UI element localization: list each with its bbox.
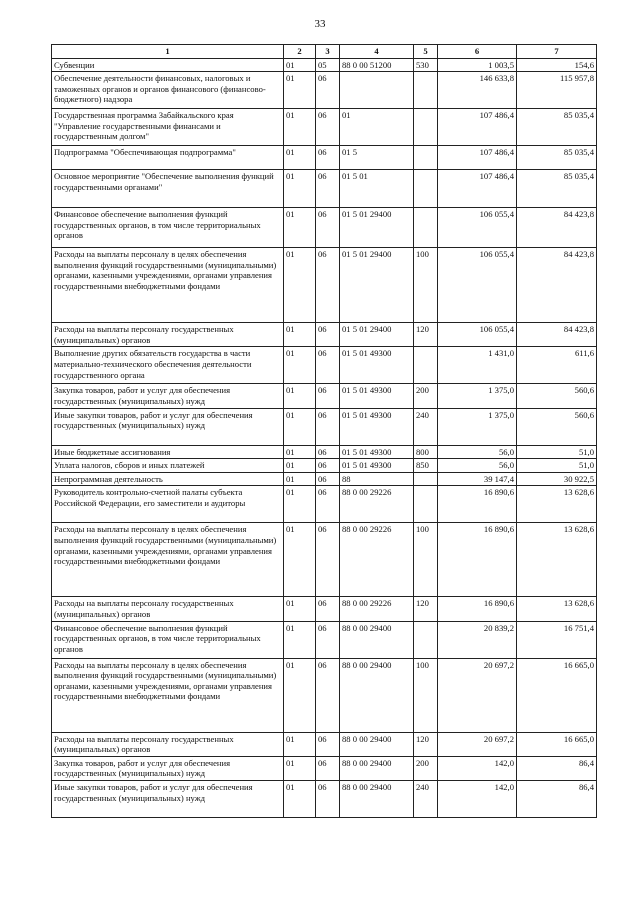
expense-type-code: 240 — [414, 780, 438, 817]
table-row — [52, 323, 597, 347]
row-name: Непрограммная деятельность — [52, 472, 284, 486]
column-header: 3 — [316, 45, 340, 59]
section-code: 01 — [284, 732, 316, 756]
column-header: 1 — [52, 45, 284, 59]
table-row — [52, 658, 597, 732]
subsection-code: 06 — [316, 486, 340, 523]
section-code: 01 — [284, 72, 316, 109]
subsection-code: 06 — [316, 146, 340, 170]
amount-year-2: 51,0 — [517, 445, 597, 459]
target-article-code: 01 5 — [340, 146, 414, 170]
amount-year-1: 20 839,2 — [438, 621, 517, 658]
row-name: Субвенции — [52, 58, 284, 72]
expense-type-code: 240 — [414, 408, 438, 445]
amount-year-2: 84 423,8 — [517, 248, 597, 323]
amount-year-2: 13 628,6 — [517, 486, 597, 523]
subsection-code: 06 — [316, 384, 340, 408]
amount-year-2: 16 751,4 — [517, 621, 597, 658]
expense-type-code — [414, 347, 438, 384]
subsection-code: 06 — [316, 780, 340, 817]
subsection-code: 06 — [316, 472, 340, 486]
row-name: Руководитель контрольно-счетной палаты субъекта Российской Федерации, его заместители и аудиторы — [52, 486, 284, 523]
row-name: Обеспечение деятельности финансовых, налоговых и таможенных органов и органов финансового (финансово-бюджетного) надзора — [52, 72, 284, 109]
subsection-code: 06 — [316, 445, 340, 459]
table-row — [52, 248, 597, 323]
amount-year-1: 1 375,0 — [438, 384, 517, 408]
amount-year-2: 115 957,8 — [517, 72, 597, 109]
column-header: 7 — [517, 45, 597, 59]
row-name: Расходы на выплаты персоналу государственных (муниципальных) органов — [52, 323, 284, 347]
target-article-code: 01 5 01 49300 — [340, 347, 414, 384]
subsection-code: 06 — [316, 72, 340, 109]
table-row — [52, 347, 597, 384]
amount-year-2: 85 035,4 — [517, 109, 597, 146]
section-code: 01 — [284, 384, 316, 408]
amount-year-1: 1 431,0 — [438, 347, 517, 384]
amount-year-1: 20 697,2 — [438, 658, 517, 732]
subsection-code: 06 — [316, 323, 340, 347]
subsection-code: 06 — [316, 109, 340, 146]
row-name: Расходы на выплаты персоналу государственных (муниципальных) органов — [52, 732, 284, 756]
expense-type-code — [414, 472, 438, 486]
amount-year-2: 85 035,4 — [517, 170, 597, 208]
target-article-code: 01 5 01 49300 — [340, 445, 414, 459]
section-code: 01 — [284, 472, 316, 486]
table-row — [52, 459, 597, 473]
subsection-code: 06 — [316, 408, 340, 445]
row-name: Финансовое обеспечение выполнения функций государственных органов, в том числе территориальных органов — [52, 208, 284, 248]
subsection-code: 06 — [316, 523, 340, 597]
table-header-row — [52, 45, 597, 59]
amount-year-2: 16 665,0 — [517, 732, 597, 756]
expense-type-code: 200 — [414, 384, 438, 408]
subsection-code: 06 — [316, 248, 340, 323]
amount-year-1: 16 890,6 — [438, 523, 517, 597]
subsection-code: 06 — [316, 459, 340, 473]
amount-year-2: 560,6 — [517, 384, 597, 408]
subsection-code: 06 — [316, 732, 340, 756]
expense-type-code: 530 — [414, 58, 438, 72]
amount-year-2: 611,6 — [517, 347, 597, 384]
row-name: Уплата налогов, сборов и иных платежей — [52, 459, 284, 473]
amount-year-1: 39 147,4 — [438, 472, 517, 486]
table-row — [52, 621, 597, 658]
section-code: 01 — [284, 208, 316, 248]
target-article-code: 88 0 00 29400 — [340, 732, 414, 756]
target-article-code: 88 0 00 29400 — [340, 780, 414, 817]
table-row — [52, 109, 597, 146]
table-row — [52, 486, 597, 523]
amount-year-1: 56,0 — [438, 459, 517, 473]
section-code: 01 — [284, 486, 316, 523]
table-row — [52, 445, 597, 459]
table-row — [52, 523, 597, 597]
section-code: 01 — [284, 459, 316, 473]
section-code: 01 — [284, 58, 316, 72]
section-code: 01 — [284, 523, 316, 597]
section-code: 01 — [284, 323, 316, 347]
subsection-code: 06 — [316, 597, 340, 621]
row-name: Закупка товаров, работ и услуг для обеспечения государственных (муниципальных) нужд — [52, 384, 284, 408]
subsection-code: 05 — [316, 58, 340, 72]
target-article-code: 88 0 00 29226 — [340, 486, 414, 523]
expense-type-code: 120 — [414, 732, 438, 756]
target-article-code: 01 5 01 29400 — [340, 323, 414, 347]
column-header: 4 — [340, 45, 414, 59]
amount-year-1: 56,0 — [438, 445, 517, 459]
row-name: Закупка товаров, работ и услуг для обеспечения государственных (муниципальных) нужд — [52, 756, 284, 780]
row-name: Выполнение других обязательств государства в части материально-технического обеспечения деятельности государственного органа — [52, 347, 284, 384]
expense-type-code — [414, 109, 438, 146]
amount-year-1: 1 375,0 — [438, 408, 517, 445]
section-code: 01 — [284, 109, 316, 146]
amount-year-2: 86,4 — [517, 756, 597, 780]
section-code: 01 — [284, 780, 316, 817]
target-article-code: 88 0 00 29226 — [340, 523, 414, 597]
section-code: 01 — [284, 597, 316, 621]
subsection-code: 06 — [316, 756, 340, 780]
amount-year-1: 1 003,5 — [438, 58, 517, 72]
target-article-code: 88 0 00 29400 — [340, 621, 414, 658]
table-body — [52, 58, 597, 817]
subsection-code: 06 — [316, 208, 340, 248]
section-code: 01 — [284, 146, 316, 170]
section-code: 01 — [284, 756, 316, 780]
table-row — [52, 756, 597, 780]
table-row — [52, 170, 597, 208]
section-code: 01 — [284, 658, 316, 732]
amount-year-2: 16 665,0 — [517, 658, 597, 732]
target-article-code — [340, 72, 414, 109]
column-header: 5 — [414, 45, 438, 59]
target-article-code: 88 0 00 29400 — [340, 658, 414, 732]
expense-type-code: 120 — [414, 597, 438, 621]
expense-type-code: 100 — [414, 658, 438, 732]
target-article-code: 01 5 01 49300 — [340, 384, 414, 408]
expense-type-code: 120 — [414, 323, 438, 347]
amount-year-2: 13 628,6 — [517, 523, 597, 597]
target-article-code: 01 5 01 — [340, 170, 414, 208]
section-code: 01 — [284, 408, 316, 445]
expense-type-code — [414, 486, 438, 523]
target-article-code: 01 5 01 49300 — [340, 459, 414, 473]
expense-type-code — [414, 146, 438, 170]
amount-year-1: 142,0 — [438, 780, 517, 817]
table-row — [52, 384, 597, 408]
amount-year-2: 560,6 — [517, 408, 597, 445]
budget-table — [51, 44, 597, 818]
table-row — [52, 72, 597, 109]
target-article-code: 88 0 00 29400 — [340, 756, 414, 780]
amount-year-2: 86,4 — [517, 780, 597, 817]
section-code: 01 — [284, 248, 316, 323]
table-row — [52, 780, 597, 817]
amount-year-2: 84 423,8 — [517, 323, 597, 347]
row-name: Подпрограмма "Обеспечивающая подпрограмма" — [52, 146, 284, 170]
amount-year-1: 146 633,8 — [438, 72, 517, 109]
column-header: 2 — [284, 45, 316, 59]
expense-type-code — [414, 208, 438, 248]
amount-year-1: 107 486,4 — [438, 170, 517, 208]
row-name: Расходы на выплаты персоналу государственных (муниципальных) органов — [52, 597, 284, 621]
target-article-code: 88 — [340, 472, 414, 486]
amount-year-1: 106 055,4 — [438, 208, 517, 248]
column-header: 6 — [438, 45, 517, 59]
target-article-code: 01 — [340, 109, 414, 146]
amount-year-2: 154,6 — [517, 58, 597, 72]
amount-year-1: 16 890,6 — [438, 486, 517, 523]
amount-year-1: 106 055,4 — [438, 248, 517, 323]
row-name: Основное мероприятие "Обеспечение выполнения функций государственными органами" — [52, 170, 284, 208]
target-article-code: 01 5 01 29400 — [340, 208, 414, 248]
row-name: Иные закупки товаров, работ и услуг для обеспечения государственных (муниципальных) нужд — [52, 780, 284, 817]
target-article-code: 88 0 00 51200 — [340, 58, 414, 72]
amount-year-1: 106 055,4 — [438, 323, 517, 347]
page-number: 33 — [314, 18, 326, 30]
section-code: 01 — [284, 445, 316, 459]
target-article-code: 01 5 01 29400 — [340, 248, 414, 323]
table-row — [52, 146, 597, 170]
row-name: Иные закупки товаров, работ и услуг для обеспечения государственных (муниципальных) нужд — [52, 408, 284, 445]
subsection-code: 06 — [316, 347, 340, 384]
row-name: Расходы на выплаты персоналу в целях обеспечения выполнения функций государственными (муниципальными) органами, казенными учреждениями, органами управления государственными внебюджетными фондами — [52, 658, 284, 732]
amount-year-1: 107 486,4 — [438, 146, 517, 170]
section-code: 01 — [284, 347, 316, 384]
expense-type-code: 800 — [414, 445, 438, 459]
expense-type-code — [414, 621, 438, 658]
expense-type-code — [414, 170, 438, 208]
row-name: Государственная программа Забайкальского края "Управление государственными финансами и государственным долгом" — [52, 109, 284, 146]
amount-year-1: 142,0 — [438, 756, 517, 780]
table-row — [52, 472, 597, 486]
table-row — [52, 597, 597, 621]
amount-year-1: 16 890,6 — [438, 597, 517, 621]
row-name: Расходы на выплаты персоналу в целях обеспечения выполнения функций государственными (муниципальными) органами, казенными учреждениями, органами управления государственными внебюджетными фондами — [52, 523, 284, 597]
subsection-code: 06 — [316, 658, 340, 732]
amount-year-2: 84 423,8 — [517, 208, 597, 248]
amount-year-2: 30 922,5 — [517, 472, 597, 486]
row-name: Финансовое обеспечение выполнения функций государственных органов, в том числе территориальных органов — [52, 621, 284, 658]
amount-year-2: 51,0 — [517, 459, 597, 473]
amount-year-2: 13 628,6 — [517, 597, 597, 621]
expense-type-code: 200 — [414, 756, 438, 780]
row-name: Иные бюджетные ассигнования — [52, 445, 284, 459]
row-name: Расходы на выплаты персоналу в целях обеспечения выполнения функций государственными (муниципальными) органами, казенными учреждениями, органами управления государственными внебюджетными фондами — [52, 248, 284, 323]
amount-year-2: 85 035,4 — [517, 146, 597, 170]
expense-type-code: 850 — [414, 459, 438, 473]
table-row — [52, 58, 597, 72]
subsection-code: 06 — [316, 170, 340, 208]
amount-year-1: 20 697,2 — [438, 732, 517, 756]
target-article-code: 88 0 00 29226 — [340, 597, 414, 621]
subsection-code: 06 — [316, 621, 340, 658]
expense-type-code — [414, 72, 438, 109]
table-row — [52, 408, 597, 445]
section-code: 01 — [284, 621, 316, 658]
section-code: 01 — [284, 170, 316, 208]
table-row — [52, 732, 597, 756]
expense-type-code: 100 — [414, 248, 438, 323]
target-article-code: 01 5 01 49300 — [340, 408, 414, 445]
amount-year-1: 107 486,4 — [438, 109, 517, 146]
expense-type-code: 100 — [414, 523, 438, 597]
table-row — [52, 208, 597, 248]
